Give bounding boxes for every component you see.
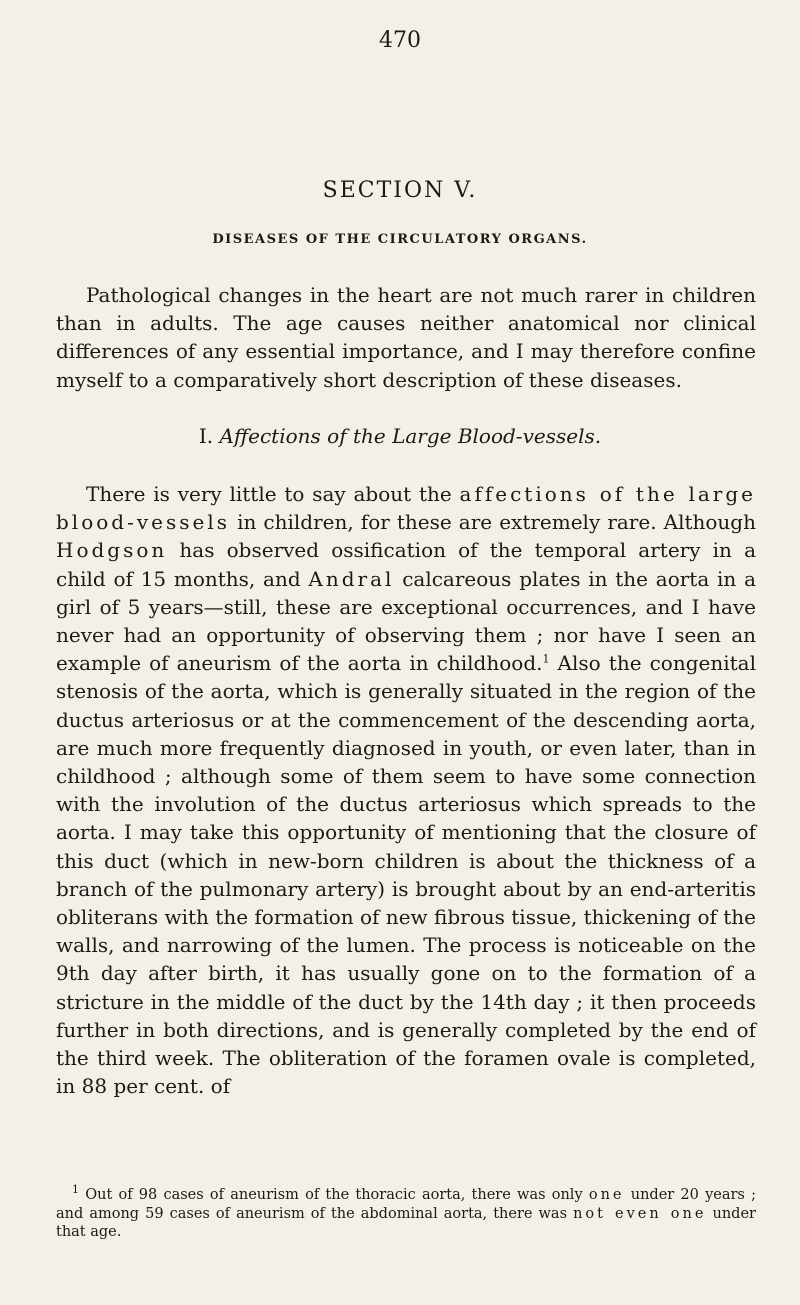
section-title: SECTION V.: [322, 178, 478, 203]
text-run: There is very little to say about the: [86, 482, 460, 506]
text-run: has observed ossification of the temporal artery in a child of 15 months, and: [56, 538, 756, 591]
text-run: calcareous plates in the aorta in a girl of 5 years—still, these are exceptional occurrences, and I have never had an opportunity of observing them ; nor have I seen an example of aneurism of the aorta in childhood.: [56, 566, 756, 676]
body-paragraph: [56, 480, 756, 1100]
intro-paragraph: Pathological changes in the heart are not much rarer in children than in adults. The age causes neither anatomical nor clinical differences of any essential importance, and I may therefore confine myself to a comparatively short description of these diseases.: [56, 283, 756, 392]
footnote-mark: 1: [72, 1183, 79, 1197]
page-number: 470: [379, 28, 421, 53]
text-run: Also the congenital stenosis of the aorta, which is generally situated in the region of the ductus arteriosus or at the commencement of the descending aorta, are much more frequently diagnosed in youth, or even later, than in childhood ; although some of them seem to have some connection with the involution of the ductus arteriosus which spreads to the aorta. I may take this opportunity of mentioning that the closure of this duct (which in new-born children is about the thickness of a branch of the pulmonary artery) is brought about by an end-arteritis obliterans with the formation of new fibrous tissue, thickening of the walls, and narrowing of the lumen. The process is noticeable on the 9th day after birth, it has usually gone on to the formation of a stricture in the middle of the duct by the 14th day ; it then proceeds further in both directions, and is generally completed by the end of the third week. The obliteration of the foramen ovale is completed, in 88 per cent. of: [56, 651, 757, 1099]
subsection-heading: [0, 424, 800, 448]
emphasis-text: one: [588, 1187, 625, 1203]
emphasis-text: not even one: [573, 1205, 707, 1222]
text-run: under that age.: [56, 1205, 756, 1240]
footnote: [56, 1183, 756, 1242]
author-name-andral: Andral: [308, 566, 395, 591]
text-run: Out of 98 cases of aneurism of the thoracic aorta, there was only: [79, 1187, 589, 1203]
subsection-title: Affections of the Large Blood-vessels.: [219, 424, 602, 448]
emphasis-text: affections of the large blood-vessels: [56, 482, 756, 535]
footnote-reference: 1: [542, 652, 550, 666]
section-subtitle: DISEASES OF THE CIRCULATORY ORGANS.: [212, 232, 588, 247]
author-name-hodgson: Hodgson: [56, 538, 168, 563]
subsection-numeral: I.: [198, 424, 214, 448]
text-run: in children, for these are extremely rare. Although: [230, 510, 756, 535]
text-run: under 20 years ; and among 59 cases of aneurism of the abdominal aorta, there was: [56, 1187, 756, 1222]
